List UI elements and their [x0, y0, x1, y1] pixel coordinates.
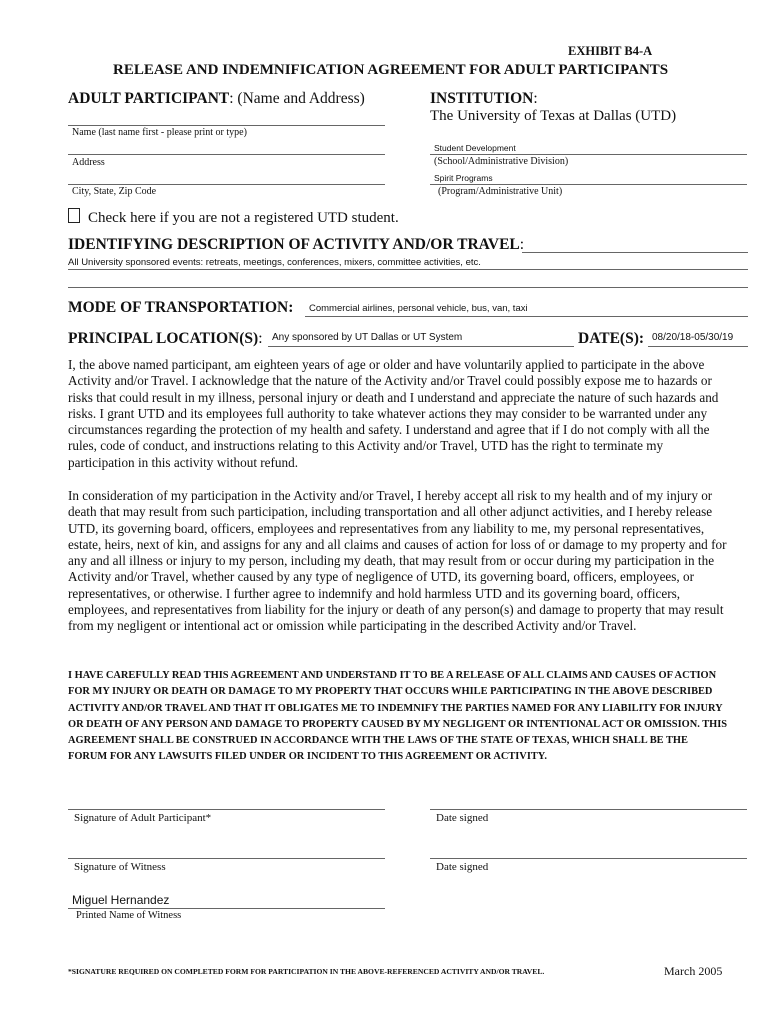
unit-value[interactable]: Spirit Programs [434, 173, 493, 183]
address-label: Address [72, 157, 105, 168]
date1-label: Date signed [436, 812, 489, 824]
date2-line[interactable] [430, 858, 747, 859]
location-line [268, 346, 574, 347]
division-label: (School/Administrative Division) [434, 156, 569, 167]
exhibit-label: EXHIBIT B4-A [568, 44, 653, 58]
paragraph-release: In consideration of my participation in the Activity and/or Travel, I hereby accept all risk to my health and of my injury or death that may result from such participation, including transportation and all other adjunct activities, and I hereby release UTD, its governing board, officers, employees and representatives from any liability to me, my personal representatives, estate, heirs, next of kin, and assigns for any and all claims and causes of action for loss of or damage to my property and for any and all illness or injury to my person, including my death, that may result from or occur during my participation in the Activity and/or Travel, whether caused by any type of negligence of UTD, its governing board, officers, employees, or representatives, or otherwise. I further agree to indemnify and hold harmless UTD and its governing board, officers, employees, and representatives from liability for the injury or death of any person(s) and damage to property that may result from my negligent or intentional act or omission while participating in the described Activity and/or Travel. [68, 488, 727, 634]
unit-line [430, 184, 747, 185]
witness-name-label: Printed Name of Witness [76, 910, 182, 921]
city-line [68, 184, 385, 185]
address-line [68, 154, 385, 155]
institution-name: The University of Texas at Dallas (UTD) [430, 108, 677, 124]
participant-signature-label: Signature of Adult Participant* [74, 812, 212, 824]
transport-value[interactable]: Commercial airlines, personal vehicle, bus, van, taxi [309, 303, 528, 314]
activity-value[interactable]: All University sponsored events: retreats, meetings, conferences, mixers, committee activities, etc. [68, 257, 481, 268]
institution-heading: INSTITUTION: [430, 90, 538, 107]
dates-line [648, 346, 748, 347]
footer-date: March 2005 [664, 964, 723, 978]
not-student-checkbox[interactable] [68, 208, 80, 223]
location-value[interactable]: Any sponsored by UT Dallas or UT System [272, 332, 463, 343]
witness-signature-label: Signature of Witness [74, 861, 166, 873]
footer-note: *SIGNATURE REQUIRED ON COMPLETED FORM FOR PARTICIPATION IN THE ABOVE-REFERENCED ACTIVITY AND/OR TRAVEL. [68, 967, 545, 976]
not-student-row[interactable] [68, 208, 399, 227]
activity-line-1 [522, 252, 748, 253]
city-label: City, State, Zip Code [72, 186, 157, 197]
date1-line[interactable] [430, 809, 747, 810]
division-value[interactable]: Student Development [434, 143, 516, 153]
not-student-label: Check here if you are not a registered UTD student. [88, 210, 399, 226]
witness-signature-line[interactable] [68, 858, 385, 859]
name-label: Name (last name first - please print or type) [72, 127, 247, 138]
unit-label: (Program/Administrative Unit) [438, 186, 563, 197]
date2-label: Date signed [436, 861, 489, 873]
participant-signature-line[interactable] [68, 809, 385, 810]
activity-line-2 [68, 269, 748, 270]
witness-name-line [68, 908, 385, 909]
acknowledgement-caps: I HAVE CAREFULLY READ THIS AGREEMENT AND UNDERSTAND IT TO BE A RELEASE OF ALL CLAIMS AND CAUSES OF ACTION FOR MY INJURY OR DEATH OR DAMAGE TO MY PROPERTY THAT OCCURS WHILE PARTICIPATING IN THE ABOVE DESCRIBED ACTIVITY AND/OR TRAVEL AND THAT IT OBLIGATES ME TO INDEMNIFY THE PARTIES NAMED FOR ANY LIABILITY FOR INJURY OR DEATH OF ANY PERSON AND DAMAGE TO PROPERTY CAUSED BY MY NEGLIGENT OR INTENTIONAL ACT OR OMISSION. THIS AGREEMENT SHALL BE CONSTRUED IN ACCORDANCE WITH THE LAWS OF THE STATE OF TEXAS, WHICH SHALL BE THE FORUM FOR ANY LAWSUITS FILED UNDER OR INCIDENT TO THIS AGREEMENT OR ACTIVITY. [68, 670, 728, 763]
witness-printed-name[interactable]: Miguel Hernandez [72, 893, 170, 907]
division-line [430, 154, 747, 155]
dates-heading: DATE(S): [578, 330, 645, 347]
dates-value[interactable]: 08/20/18-05/30/19 [652, 332, 734, 343]
activity-line-3 [68, 287, 748, 288]
location-heading: PRINCIPAL LOCATION(S): [68, 330, 263, 347]
participant-heading: ADULT PARTICIPANT: (Name and Address) [68, 90, 365, 107]
document-title: RELEASE AND INDEMNIFICATION AGREEMENT FOR ADULT PARTICIPANTS [113, 62, 669, 78]
activity-heading: IDENTIFYING DESCRIPTION OF ACTIVITY AND/OR TRAVEL: [68, 236, 525, 253]
name-line [68, 125, 385, 126]
transport-heading: MODE OF TRANSPORTATION: [68, 299, 294, 316]
paragraph-acknowledgement-of-risk: I, the above named participant, am eighteen years of age or older and have voluntarily applied to participate in the above Activity and/or Travel. I acknowledge that the nature of the Activity and/or Travel could possibly expose me to hazards or risks that could result in my illness, personal injury or death and I understand and appreciate the nature of such hazards and risks. I grant UTD and its employees full authority to take whatever actions they may consider to be warranted under any circumstances regarding the protection of my health and safety. I understand and agree that if I do not comply with all the rules, code of conduct, and instructions relating to this Activity and/or Travel, UTD has the right to terminate my participation in this activity without refund. [68, 357, 719, 470]
transport-line [305, 316, 748, 317]
